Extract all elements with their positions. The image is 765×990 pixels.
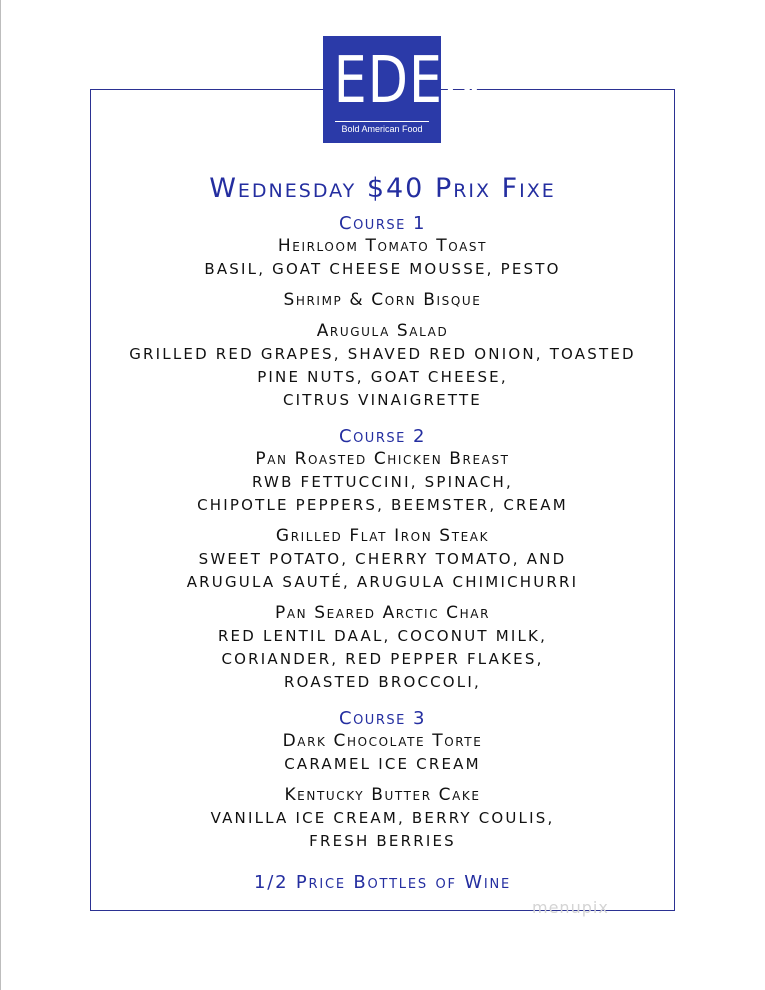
- course-2-heading: Course 2: [339, 426, 426, 447]
- course-1-heading: Course 1: [339, 213, 426, 234]
- dish-name: Pan Roasted Chicken Breast: [255, 449, 510, 469]
- menupix-watermark: menupix: [532, 898, 609, 917]
- dish-name: Dark Chocolate Torte: [282, 731, 483, 751]
- dish-name: Shrimp & Corn Bisque: [283, 290, 482, 310]
- dish-description: GRILLED RED GRAPES, SHAVED RED ONION, TOASTED PINE NUTS, GOAT CHEESE, CITRUS VINAIGRETTE: [129, 345, 636, 409]
- logo-divider: [335, 121, 429, 122]
- logo-wordmark: EDEN: [333, 44, 483, 118]
- logo-tagline: Bold American Food: [341, 124, 423, 134]
- dish-name: Heirloom Tomato Toast: [277, 236, 488, 256]
- dish-description: VANILLA ICE CREAM, BERRY COULIS, FRESH BERRIES: [210, 809, 555, 850]
- dish-description: RWB FETTUCCINI, SPINACH, CHIPOTLE PEPPERS, BEEMSTER, CREAM: [197, 473, 568, 514]
- dish-description: RED LENTIL DAAL, COCONUT MILK, CORIANDER, RED PEPPER FLAKES, ROASTED BROCCOLI,: [217, 627, 548, 691]
- dish-description: BASIL, GOAT CHEESE MOUSSE, PESTO: [204, 260, 561, 278]
- page-edge-rule: [0, 0, 1, 990]
- dish-description: SWEET POTATO, CHERRY TOMATO, AND ARUGULA SAUTÉ, ARUGULA CHIMICHURRI: [186, 550, 579, 591]
- eden-logo: [323, 36, 483, 143]
- course-3-heading: Course 3: [339, 708, 426, 729]
- dish-name: Pan Seared Arctic Char: [274, 603, 491, 623]
- menu-body: [90, 160, 675, 894]
- wine-promo: 1/2 Price Bottles of Wine: [253, 872, 512, 893]
- dish-description: CARAMEL ICE CREAM: [284, 755, 481, 773]
- dish-name: Arugula Salad: [316, 321, 449, 341]
- dish-name: Grilled Flat Iron Steak: [275, 526, 490, 546]
- dish-name: Kentucky Butter Cake: [284, 785, 481, 805]
- menu-title: Wednesday $40 Prix Fixe: [209, 173, 556, 204]
